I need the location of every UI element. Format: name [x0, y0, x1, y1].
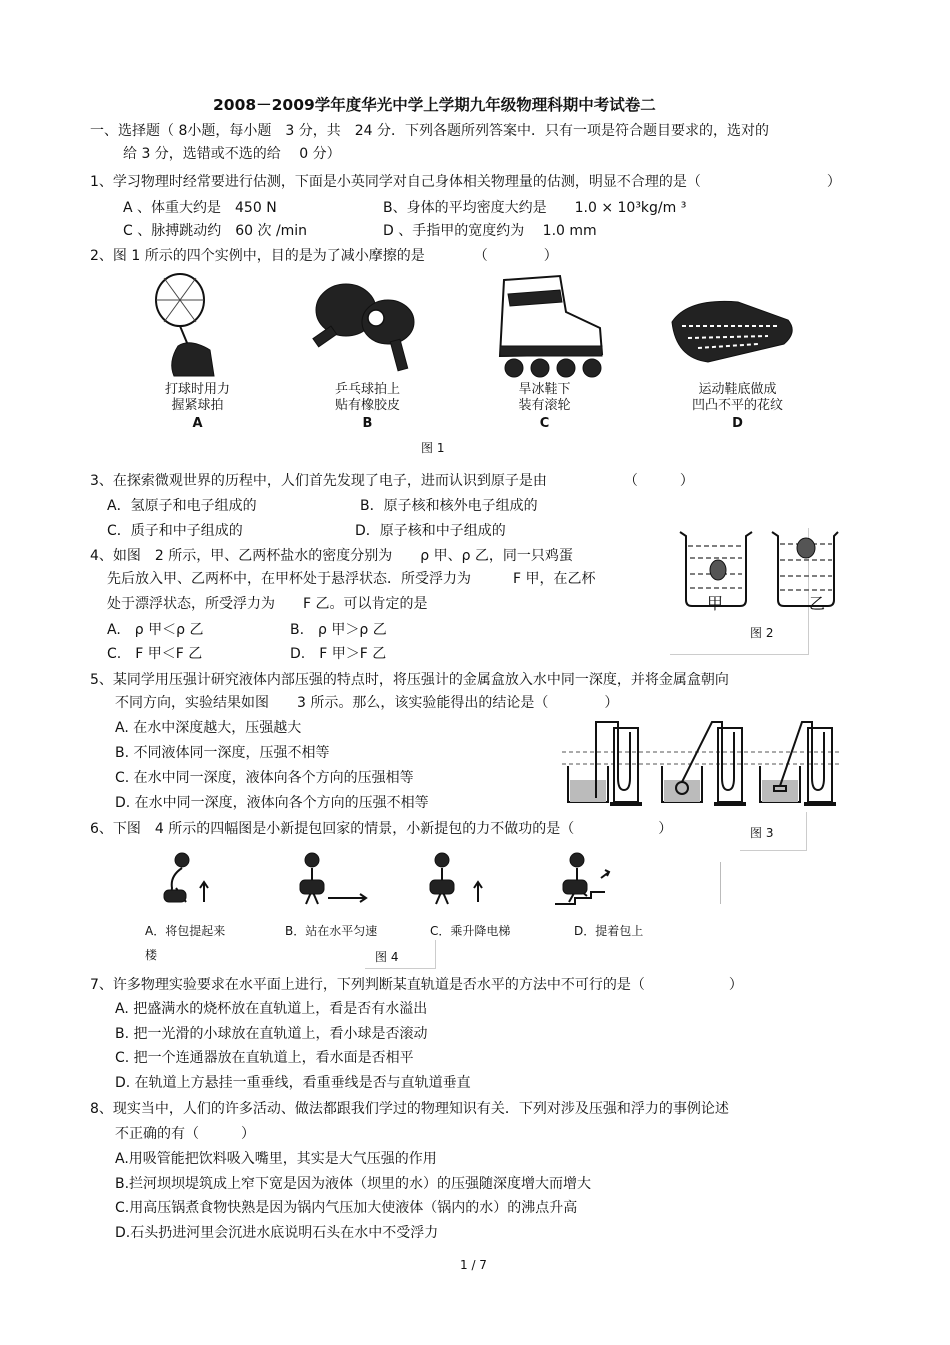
q8-option-b: B.拦河坝坝堤筑成上窄下宽是因为液体（坝里的水）的压强随深度增大而增大: [115, 1176, 592, 1192]
section-header-line2: 给 3 分，选错或不选的给 0 分）: [123, 146, 341, 162]
fig1-letter-b: B: [362, 416, 373, 431]
fig1-caption-d-line2: 凹凸不平的花纹: [691, 398, 783, 413]
fig1-letter-c: C: [539, 416, 550, 431]
q5-option-d: D. 在水中同一深度，液体向各个方向的压强不相等: [115, 795, 429, 811]
q6-option-c: C．乘升降电梯: [430, 924, 511, 938]
cup-jia-label: 甲: [706, 594, 723, 613]
q5-option-c: C. 在水中同一深度，液体向各个方向的压强相等: [115, 770, 414, 786]
fig3-label: 图 3: [750, 826, 774, 840]
page-title: 2008－2009学年度华光中学上学期九年级物理科期中考试卷二: [213, 96, 656, 114]
q4-option-c: C. F 甲＜F 乙: [107, 646, 203, 662]
fig1-letter-d: D: [732, 416, 743, 431]
page-number: 1 / 7: [460, 1258, 487, 1272]
q4-option-a: A. ρ 甲＜ρ 乙: [107, 622, 204, 638]
q1-stem: 1、学习物理时经常要进行估测，下面是小英同学对自己身体相关物理量的估测，明显不合理的是（ ）: [90, 174, 841, 190]
q1-option-b: B、身体的平均密度大约是 1.0 × 10³kg/m ³: [383, 200, 687, 216]
q7-stem: 7、许多物理实验要求在水平面上进行，下列判断某直轨道是否水平的方法中不可行的是（ ）: [90, 977, 743, 993]
q6-option-b: B．站在水平匀速: [285, 924, 378, 938]
fig1-caption-a-line2: 握紧球拍: [171, 398, 224, 413]
q4-line3: 处于漂浮状态，所受浮力为 F 乙。可以肯定的是: [107, 596, 428, 612]
q7-option-d: D. 在轨道上方悬挂一重垂线，看重垂线是否与直轨道垂直: [115, 1075, 471, 1091]
q7-option-b: B. 把一光滑的小球放在直轨道上，看小球是否滚动: [115, 1026, 428, 1042]
ping-pong-paddle-illustration: [300, 282, 430, 382]
stairs-bag-illustration: [555, 852, 625, 908]
q6-stem: 6、下图 4 所示的四幅图是小新提包回家的情景，小新提包的力不做功的是（ ）: [90, 821, 673, 837]
fig1-caption-c-line1: 旱冰鞋下: [518, 382, 571, 397]
q3-option-c: C．质子和中子组成的: [107, 523, 243, 539]
q6-option-d: D．提着包上: [574, 924, 644, 938]
elevator-bag-illustration: [422, 852, 492, 908]
fig4-label: 图 4: [375, 950, 399, 964]
fig1-caption-a-line1: 打球时用力: [164, 382, 230, 397]
q4-option-b: B. ρ 甲＞ρ 乙: [290, 622, 387, 638]
walking-with-bag-illustration: [292, 852, 372, 908]
q5-option-a: A. 在水中深度越大，压强越大: [115, 720, 302, 736]
roller-skate-illustration: [488, 272, 608, 380]
q8-line2: 不正确的有（ ）: [115, 1126, 255, 1142]
pressure-gauge-illustration: [562, 718, 842, 810]
fig1-caption-b-line2: 贴有橡胶皮: [334, 398, 400, 413]
q1-option-a: A 、体重大约是 450 N: [123, 200, 277, 216]
fig2-label: 图 2: [750, 626, 774, 640]
q3-option-b: B．原子核和核外电子组成的: [360, 498, 538, 514]
fig4-divider: [720, 862, 721, 904]
q4-line1: 4、如图 2 所示，甲、乙两杯盐水的密度分别为 ρ 甲、ρ 乙，同一只鸡蛋: [90, 548, 573, 564]
q1-option-c: C 、脉搏跳动约 60 次 /min: [123, 223, 308, 239]
sneaker-sole-illustration: [668, 292, 798, 370]
fig1-caption-c-line2: 装有滚轮: [518, 398, 571, 413]
q6-option-a: A．将包提起来: [145, 924, 226, 938]
q5-line1: 5、某同学用压强计研究液体内部压强的特点时，将压强计的金属盒放入水中同一深度，并将金属盒朝向: [90, 672, 729, 688]
q8-option-c: C.用高压锅煮食物快熟是因为锅内气压加大使液体（锅内的水）的沸点升高: [115, 1200, 578, 1216]
q8-option-d: D.石头扔进河里会沉进水底说明石头在水中不受浮力: [115, 1225, 439, 1241]
fig1-label: 图 1: [421, 441, 445, 455]
section-header-line1: 一、选择题（ 8小题，每小题 3 分，共 24 分．下列各题所列答案中．只有一项是符合题目要求的，选对的: [90, 123, 769, 139]
q4-option-d: D. F 甲＞F 乙: [290, 646, 387, 662]
fig1-caption-b-line1: 乒乓球拍上: [334, 382, 400, 397]
cup-yi-label: 乙: [808, 594, 825, 613]
q7-option-c: C. 把一个连通器放在直轨道上，看水面是否相平: [115, 1050, 414, 1066]
q2-stem: 2、图 1 所示的四个实例中，目的是为了减小摩擦的是 （ ）: [90, 248, 558, 264]
q3-option-d: D．原子核和中子组成的: [355, 523, 506, 539]
racket-grip-illustration: [140, 272, 250, 382]
q8-option-a: A.用吸管能把饮料吸入嘴里，其实是大气压强的作用: [115, 1151, 437, 1167]
q3-option-a: A．氢原子和电子组成的: [107, 498, 257, 514]
q4-line2: 先后放入甲、乙两杯中，在甲杯处于悬浮状态．所受浮力为 F 甲，在乙杯: [107, 571, 596, 587]
q1-option-d: D 、手指甲的宽度约为 1.0 mm: [383, 223, 597, 239]
q6-option-a-extra: 楼: [145, 948, 158, 962]
q5-option-b: B. 不同液体同一深度，压强不相等: [115, 745, 330, 761]
q7-option-a: A. 把盛满水的烧杯放在直轨道上，看是否有水溢出: [115, 1001, 428, 1017]
fig1-caption-d-line1: 运动鞋底做成: [698, 382, 777, 397]
fig1-letter-a: A: [192, 416, 203, 431]
q3-stem: 3、在探索微观世界的历程中，人们首先发现了电子，进而认识到原子是由 （ ）: [90, 473, 694, 489]
lifting-bag-illustration: [160, 852, 220, 908]
q5-line2: 不同方向，实验结果如图 3 所示。那么，该实验能得出的结论是（ ）: [115, 695, 619, 711]
q8-line1: 8、现实当中，人们的许多活动、做法都跟我们学过的物理知识有关．下列对涉及压强和浮力的事例论述: [90, 1101, 729, 1117]
